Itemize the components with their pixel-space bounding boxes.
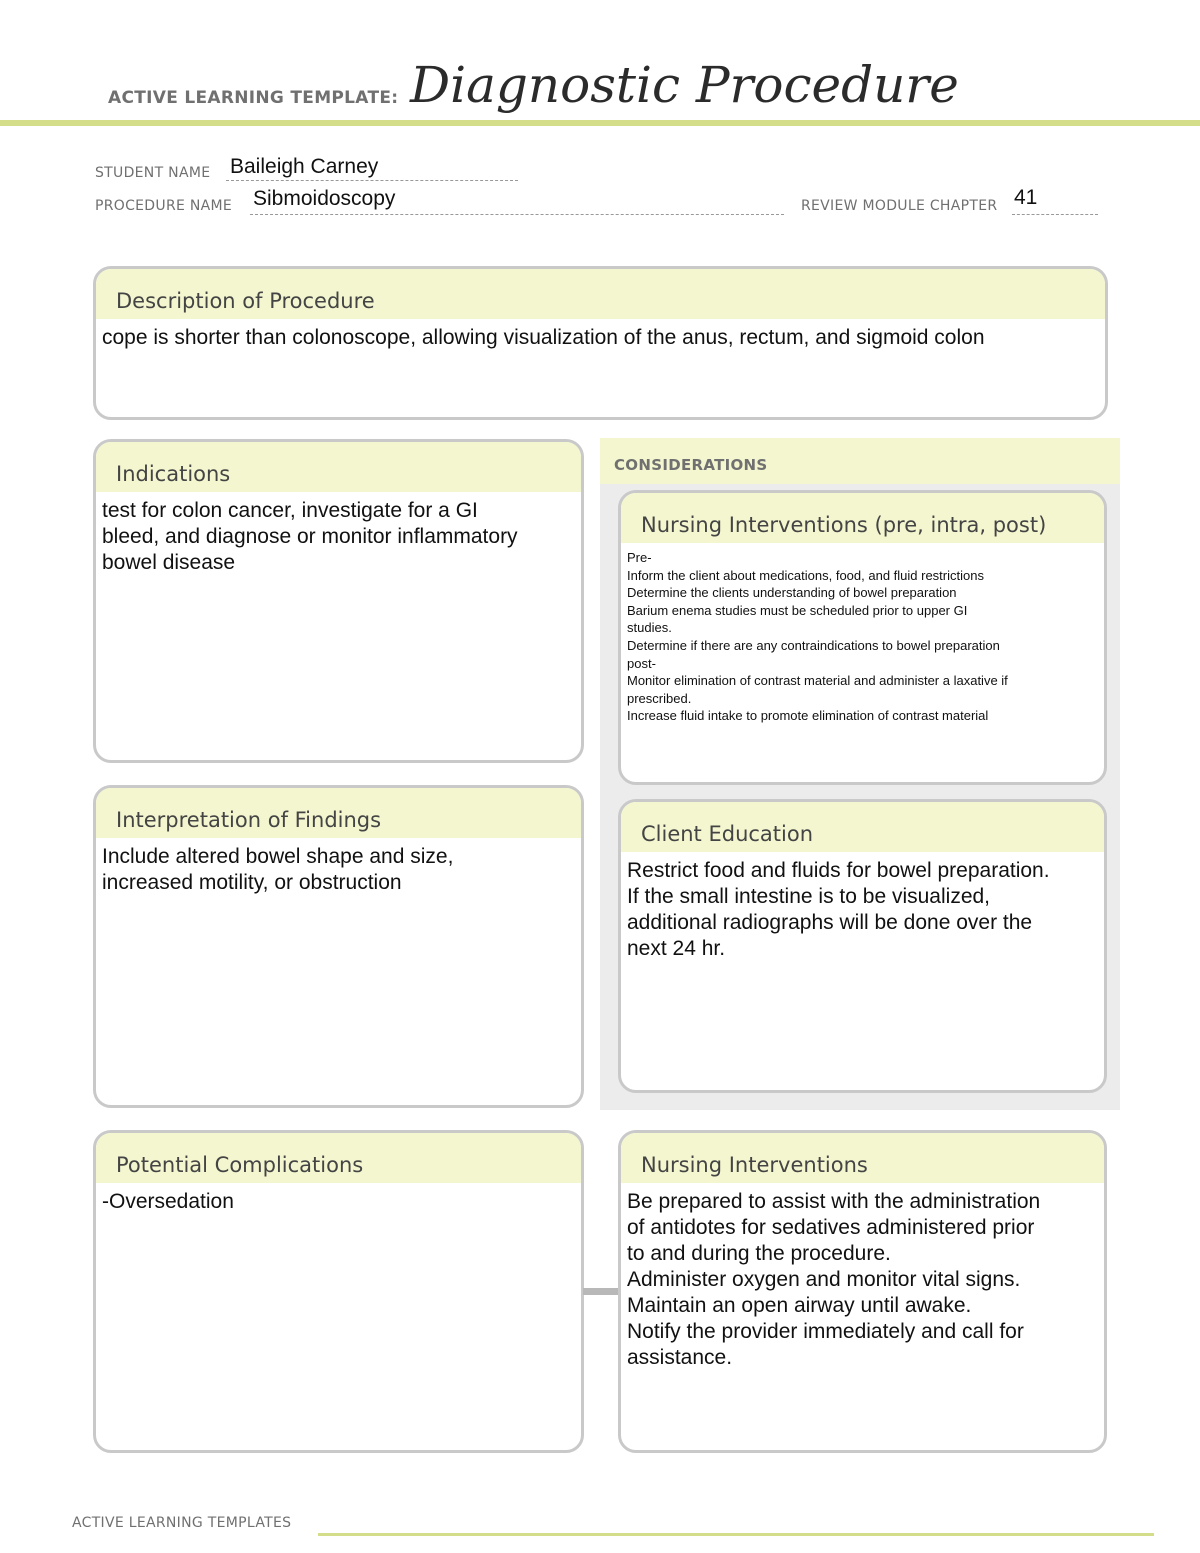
nursing-interventions-pip-header xyxy=(621,493,1104,543)
student-name-label: STUDENT NAME xyxy=(95,165,211,181)
considerations-header xyxy=(600,438,1120,484)
client-education-line: next 24 hr. xyxy=(627,937,726,960)
template-header xyxy=(108,52,1200,124)
complications-title: Potential Complications xyxy=(116,1153,364,1177)
client-education-header xyxy=(621,802,1104,852)
indications-line: bowel disease xyxy=(102,551,236,574)
template-title: Diagnostic Procedure xyxy=(410,56,959,114)
nursing-interventions-line: assistance. xyxy=(627,1346,733,1369)
nursing-interventions-line: Notify the provider immediately and call for xyxy=(627,1320,1024,1343)
procedure-name-field[interactable]: Sibmoidoscopy xyxy=(253,187,396,210)
pip-line: Determine if there are any contraindications to bowel preparation xyxy=(627,637,1000,653)
interpretation-title: Interpretation of Findings xyxy=(116,808,382,832)
pip-line: studies. xyxy=(627,620,672,636)
indications-line: test for colon cancer, investigate for a GI xyxy=(102,499,478,522)
interpretation-line: increased motility, or obstruction xyxy=(102,871,402,894)
pip-line: Increase fluid intake to promote elimination of contrast material xyxy=(627,708,989,724)
interpretation-header xyxy=(96,788,581,838)
indications-box xyxy=(93,439,584,763)
nursing-interventions-line: to and during the procedure. xyxy=(627,1242,891,1265)
client-education-line: If the small intestine is to be visualized, xyxy=(627,885,991,908)
pip-line: Inform the client about medications, food, and fluid restrictions xyxy=(627,567,984,583)
nursing-interventions-box xyxy=(618,1130,1107,1453)
description-header xyxy=(96,269,1105,319)
description-text: cope is shorter than colonoscope, allowing visualization of the anus, rectum, and sigmoid colon xyxy=(102,326,985,349)
student-name-line xyxy=(226,180,518,181)
client-education-title: Client Education xyxy=(641,822,814,846)
header-rule xyxy=(0,120,1200,126)
indications-body[interactable] xyxy=(96,492,581,576)
indications-title: Indications xyxy=(116,462,231,486)
description-title: Description of Procedure xyxy=(116,289,375,313)
nursing-interventions-line: of antidotes for sedatives administered prior xyxy=(627,1216,1035,1239)
footer-label: ACTIVE LEARNING TEMPLATES xyxy=(72,1515,292,1531)
nursing-interventions-pip-body[interactable] xyxy=(621,543,1104,725)
client-education-line: additional radiographs will be done over the xyxy=(627,911,1033,934)
student-name-field[interactable]: Baileigh Carney xyxy=(230,155,379,178)
footer-rule xyxy=(318,1533,1154,1536)
description-body[interactable] xyxy=(96,319,1105,351)
procedure-name-label: PROCEDURE NAME xyxy=(95,198,233,214)
procedure-name-line xyxy=(250,214,784,215)
nursing-interventions-header xyxy=(621,1133,1104,1183)
interpretation-line: Include altered bowel shape and size, xyxy=(102,845,454,868)
complications-box xyxy=(93,1130,584,1453)
considerations-title: CONSIDERATIONS xyxy=(614,456,768,474)
review-module-label: REVIEW MODULE CHAPTER xyxy=(801,198,998,214)
pip-line: prescribed. xyxy=(627,690,692,706)
client-education-box xyxy=(618,799,1107,1093)
pip-line: Monitor elimination of contrast material and administer a laxative if xyxy=(627,673,1008,689)
interpretation-body[interactable] xyxy=(96,838,581,896)
complications-body[interactable] xyxy=(96,1183,581,1215)
nursing-interventions-body[interactable] xyxy=(621,1183,1104,1371)
complications-header xyxy=(96,1133,581,1183)
nursing-interventions-line: Maintain an open airway until awake. xyxy=(627,1294,972,1317)
pip-line: post- xyxy=(627,655,656,671)
indications-line: bleed, and diagnose or monitor inflammatory xyxy=(102,525,518,548)
complications-line: -Oversedation xyxy=(102,1190,234,1213)
interpretation-box xyxy=(93,785,584,1108)
nursing-interventions-line: Be prepared to assist with the administration xyxy=(627,1190,1041,1213)
nursing-interventions-title: Nursing Interventions xyxy=(641,1153,868,1177)
description-box xyxy=(93,266,1108,420)
client-education-body[interactable] xyxy=(621,852,1104,962)
review-module-field[interactable]: 41 xyxy=(1014,186,1038,209)
indications-header xyxy=(96,442,581,492)
client-education-line: Restrict food and fluids for bowel preparation. xyxy=(627,859,1050,882)
template-label: ACTIVE LEARNING TEMPLATE: xyxy=(108,88,399,108)
pip-line: Pre- xyxy=(627,550,652,565)
pip-line: Determine the clients understanding of bowel preparation xyxy=(627,585,957,601)
complications-connector xyxy=(583,1288,621,1295)
review-module-line xyxy=(1012,214,1098,215)
nursing-interventions-line: Administer oxygen and monitor vital signs. xyxy=(627,1268,1021,1291)
nursing-interventions-pip-box xyxy=(618,490,1107,785)
pip-line: Barium enema studies must be scheduled prior to upper GI xyxy=(627,602,968,618)
nursing-interventions-pip-title: Nursing Interventions (pre, intra, post) xyxy=(641,513,1047,537)
